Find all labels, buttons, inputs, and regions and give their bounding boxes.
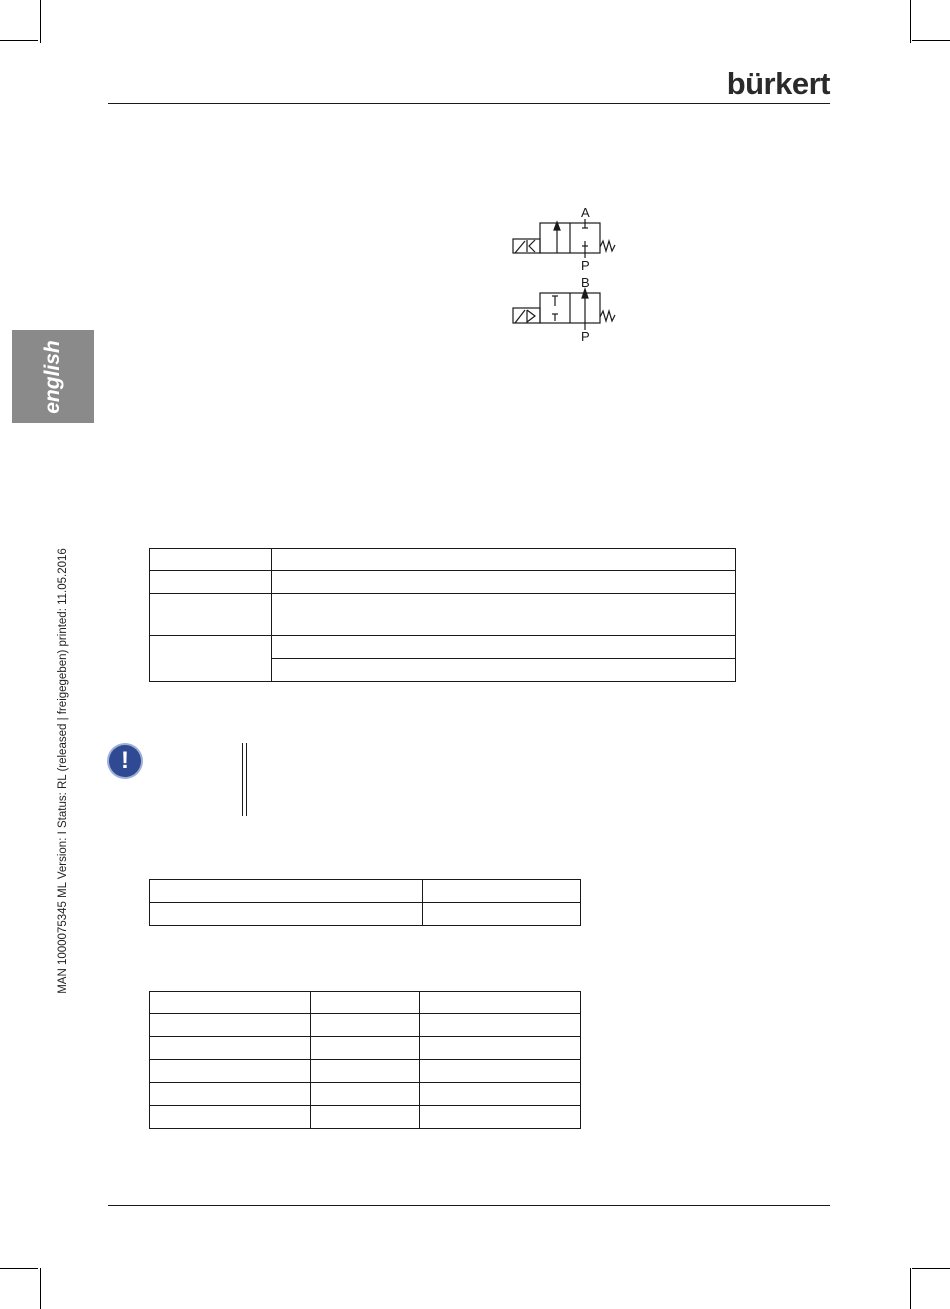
table-cell (420, 1037, 581, 1060)
table-row (150, 992, 581, 1014)
crop-mark (910, 1268, 911, 1309)
document-meta: MAN 1000075345 ML Version: I Status: RL (released | freigegeben) printed: 11.05.2016 (57, 548, 69, 994)
table-cell (272, 636, 736, 659)
table-cell (420, 1060, 581, 1083)
language-tab-label: english (41, 339, 64, 414)
language-tab (12, 330, 94, 423)
table-cell (272, 549, 736, 571)
table-cell (150, 880, 423, 903)
crop-mark (40, 0, 41, 43)
table-row (150, 594, 736, 636)
table-row (150, 903, 581, 926)
table-cell (420, 1083, 581, 1106)
crop-mark (912, 40, 950, 41)
crop-mark (0, 1268, 38, 1269)
table-row (150, 549, 736, 571)
table-cell (150, 1037, 311, 1060)
attention-icon: ! (109, 745, 141, 777)
table-row (150, 571, 736, 594)
table-cell (420, 1014, 581, 1037)
table-cell (311, 1037, 420, 1060)
crop-mark (40, 1268, 41, 1309)
table-cell (420, 992, 581, 1014)
port-label-a: A (581, 205, 590, 220)
table-row (150, 880, 581, 903)
table-cell (150, 903, 423, 926)
port-label-b: B (581, 275, 590, 290)
table-cell (311, 1014, 420, 1037)
port-label-p-lower: P (581, 329, 590, 344)
table-cell (311, 992, 420, 1014)
table-cell (420, 1106, 581, 1129)
valve-symbol-diagram (505, 200, 625, 345)
header-rule (108, 103, 830, 104)
table-cell (150, 1083, 311, 1106)
table-cell (150, 1060, 311, 1083)
table-cell (272, 571, 736, 594)
crop-mark (912, 1268, 950, 1269)
data-table-large (149, 991, 581, 1129)
table-cell (150, 1106, 311, 1129)
table-cell (311, 1106, 420, 1129)
table-row (150, 1037, 581, 1060)
table-row (150, 1060, 581, 1083)
table-cell (150, 636, 272, 682)
table-row (150, 1014, 581, 1037)
crop-mark (0, 40, 38, 41)
data-table-small (149, 879, 581, 926)
valve-symbol-lower (513, 289, 615, 330)
table-cell (150, 571, 272, 594)
table-cell (272, 659, 736, 682)
specification-table (149, 548, 736, 682)
table-cell (423, 880, 581, 903)
crop-mark (910, 0, 911, 43)
brand-logo: bürkert (726, 66, 830, 101)
table-cell (150, 992, 311, 1014)
table-row (150, 1106, 581, 1129)
port-label-p-upper: P (581, 258, 590, 273)
note-divider (242, 743, 243, 816)
table-cell (150, 594, 272, 636)
table-cell (311, 1060, 420, 1083)
table-row (150, 1083, 581, 1106)
table-cell (150, 1014, 311, 1037)
valve-symbol-upper (513, 219, 615, 258)
table-row (150, 636, 736, 659)
table-cell (272, 594, 736, 636)
table-cell (150, 549, 272, 571)
footer-rule (108, 1205, 830, 1206)
table-cell (423, 903, 581, 926)
table-cell (311, 1083, 420, 1106)
note-divider (246, 743, 247, 816)
